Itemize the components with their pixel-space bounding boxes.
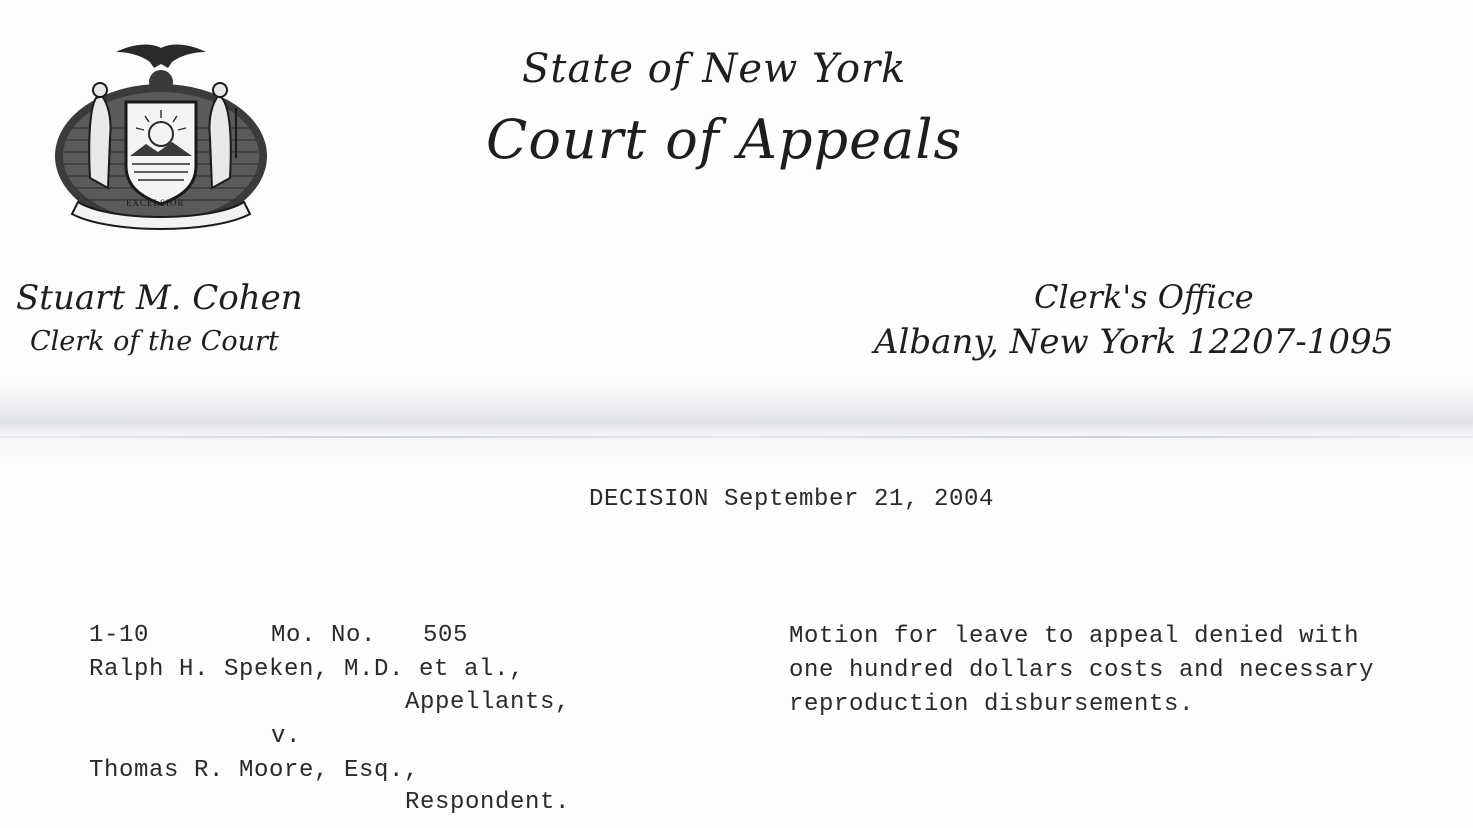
- versus: v.: [271, 723, 302, 750]
- calendar-number: 1-10: [89, 622, 150, 649]
- ruling-line: Motion for leave to appeal denied with: [789, 623, 1360, 650]
- respondent-role: Respondent.: [405, 789, 571, 816]
- ruling-line: reproduction disbursements.: [789, 691, 1195, 718]
- respondent-name: Thomas R. Moore, Esq.,: [89, 757, 420, 784]
- new-york-state-seal-icon: [50, 38, 272, 238]
- decision-heading: DECISION September 21, 2004: [589, 486, 995, 513]
- paper-fold-line: [0, 436, 1473, 438]
- appellant-role: Appellants,: [405, 689, 571, 716]
- ruling-text: [789, 620, 1374, 722]
- letterhead-state: State of New York: [522, 46, 907, 92]
- appellant-name: Ralph H. Speken, M.D. et al.,: [89, 656, 525, 683]
- clerk-office: Clerk's Office: [1034, 278, 1254, 316]
- seal-motto: EXCELSIOR: [126, 198, 185, 208]
- paper-fold-shadow: [0, 380, 1473, 460]
- ruling-line: one hundred dollars costs and necessary: [789, 657, 1375, 684]
- motion-number: 505: [423, 622, 469, 649]
- clerk-name: Stuart M. Cohen: [16, 278, 303, 318]
- motion-label: Mo. No.: [271, 622, 377, 649]
- clerk-title: Clerk of the Court: [30, 326, 279, 357]
- letterhead-court: Court of Appeals: [486, 108, 963, 171]
- office-address: Albany, New York 12207-1095: [874, 322, 1394, 362]
